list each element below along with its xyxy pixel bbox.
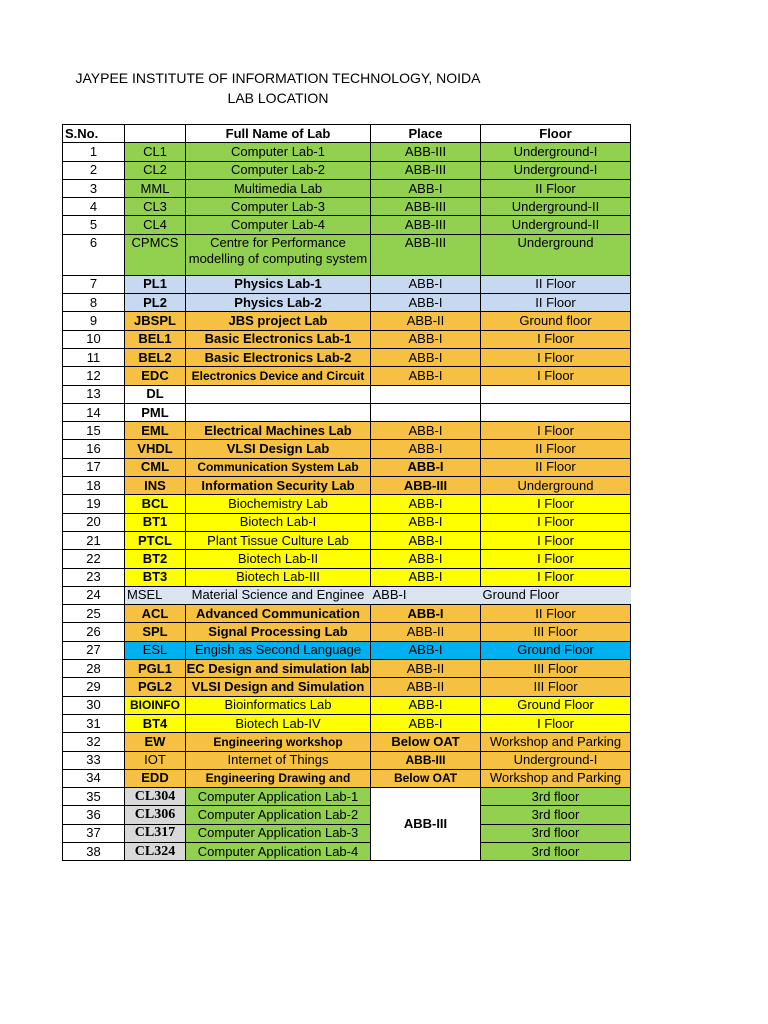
table-row xyxy=(63,330,631,348)
floor-cell: Workshop and Parking xyxy=(481,733,631,751)
table-row xyxy=(63,348,631,366)
floor-cell: I Floor xyxy=(481,531,631,549)
place-cell: ABB-I xyxy=(371,275,481,293)
floor-cell: Underground-I xyxy=(481,161,631,179)
lab-name-cell: Electronics Device and Circuit xyxy=(186,367,371,385)
place-cell: ABB-I xyxy=(371,586,481,604)
lab-name-cell: Engish as Second Language xyxy=(186,641,371,659)
floor-cell: I Floor xyxy=(481,568,631,586)
place-cell: ABB-I xyxy=(371,422,481,440)
place-cell: ABB-I xyxy=(371,179,481,197)
lab-name-cell: VLSI Design and Simulation xyxy=(186,678,371,696)
table-row xyxy=(63,403,631,421)
sno-cell: 34 xyxy=(63,769,125,787)
place-cell: ABB-I xyxy=(371,531,481,549)
document-subtitle: LAB LOCATION xyxy=(227,90,329,106)
lab-location-table xyxy=(62,124,631,861)
floor-cell: I Floor xyxy=(481,367,631,385)
floor-cell: II Floor xyxy=(481,440,631,458)
floor-cell: III Floor xyxy=(481,623,631,641)
table-row xyxy=(63,161,631,179)
lab-name-cell: Material Science and Enginee xyxy=(186,586,371,604)
lab-code-cell: PML xyxy=(125,403,186,421)
sno-cell: 27 xyxy=(63,641,125,659)
lab-name-cell: Biotech Lab-III xyxy=(186,568,371,586)
sno-cell: 35 xyxy=(63,788,125,806)
lab-name-cell: Biotech Lab-I xyxy=(186,513,371,531)
lab-code-cell: INS xyxy=(125,477,186,495)
floor-cell: I Floor xyxy=(481,714,631,732)
sno-cell: 33 xyxy=(63,751,125,769)
sno-cell: 13 xyxy=(63,385,125,403)
lab-name-cell: Computer Application Lab-1 xyxy=(186,788,371,806)
institute-title: JAYPEE INSTITUTE OF INFORMATION TECHNOLOGY, NOIDA xyxy=(75,70,481,86)
table-row xyxy=(63,294,631,312)
header-sno: S.No. xyxy=(63,125,125,143)
header-place: Place xyxy=(371,125,481,143)
lab-code-cell: IOT xyxy=(125,751,186,769)
table-row xyxy=(63,605,631,623)
table-row xyxy=(63,495,631,513)
sno-cell: 19 xyxy=(63,495,125,513)
place-cell: ABB-I xyxy=(371,550,481,568)
place-cell: ABB-III xyxy=(371,788,481,861)
floor-cell: Ground floor xyxy=(481,312,631,330)
lab-code-cell: EW xyxy=(125,733,186,751)
lab-name-cell: Engineering workshop xyxy=(186,733,371,751)
table-row xyxy=(63,806,631,824)
lab-name-cell: Engineering Drawing and xyxy=(186,769,371,787)
lab-code-cell: PL2 xyxy=(125,294,186,312)
lab-name-cell: Electrical Machines Lab xyxy=(186,422,371,440)
table-row xyxy=(63,143,631,161)
lab-name-cell: Computer Lab-4 xyxy=(186,216,371,234)
floor-cell: 3rd floor xyxy=(481,842,631,860)
sno-cell: 29 xyxy=(63,678,125,696)
place-cell: ABB-III xyxy=(371,161,481,179)
lab-code-cell: PTCL xyxy=(125,531,186,549)
place-cell xyxy=(371,403,481,421)
lab-code-cell: CL1 xyxy=(125,143,186,161)
lab-name-cell: Computer Application Lab-2 xyxy=(186,806,371,824)
lab-name-cell: Biotech Lab-IV xyxy=(186,714,371,732)
lab-code-cell: EDC xyxy=(125,367,186,385)
lab-name-cell: Biochemistry Lab xyxy=(186,495,371,513)
lab-name-cell: Computer Lab-2 xyxy=(186,161,371,179)
lab-code-cell: PGL2 xyxy=(125,678,186,696)
sno-cell: 22 xyxy=(63,550,125,568)
lab-name-cell: Computer Application Lab-3 xyxy=(186,824,371,842)
sno-cell: 30 xyxy=(63,696,125,714)
floor-cell: 3rd floor xyxy=(481,824,631,842)
table-row xyxy=(63,568,631,586)
sno-cell: 10 xyxy=(63,330,125,348)
place-cell: ABB-I xyxy=(371,348,481,366)
place-cell: ABB-II xyxy=(371,623,481,641)
lab-name-cell: Centre for Performance modelling of computing system xyxy=(186,234,371,275)
place-cell: ABB-II xyxy=(371,678,481,696)
lab-code-cell: CL3 xyxy=(125,198,186,216)
sno-cell: 36 xyxy=(63,806,125,824)
floor-cell: I Floor xyxy=(481,422,631,440)
floor-cell: II Floor xyxy=(481,179,631,197)
floor-cell: Workshop and Parking xyxy=(481,769,631,787)
floor-cell: Underground xyxy=(481,234,631,275)
table-row xyxy=(63,275,631,293)
lab-name-cell: Basic Electronics Lab-1 xyxy=(186,330,371,348)
sno-cell: 4 xyxy=(63,198,125,216)
sno-cell: 2 xyxy=(63,161,125,179)
sno-cell: 32 xyxy=(63,733,125,751)
place-cell: ABB-III xyxy=(371,751,481,769)
floor-cell xyxy=(481,403,631,421)
place-cell: ABB-I xyxy=(371,605,481,623)
sno-cell: 16 xyxy=(63,440,125,458)
lab-code-cell: DL xyxy=(125,385,186,403)
header-full-name: Full Name of Lab xyxy=(186,125,371,143)
table-row xyxy=(63,660,631,678)
place-cell: Below OAT xyxy=(371,733,481,751)
lab-code-cell: ACL xyxy=(125,605,186,623)
floor-cell: II Floor xyxy=(481,458,631,476)
floor-cell: I Floor xyxy=(481,513,631,531)
floor-cell: Ground Floor xyxy=(481,641,631,659)
floor-cell: III Floor xyxy=(481,660,631,678)
lab-name-cell: Advanced Communication xyxy=(186,605,371,623)
floor-cell: II Floor xyxy=(481,605,631,623)
floor-cell: 3rd floor xyxy=(481,806,631,824)
place-cell: ABB-I xyxy=(371,641,481,659)
lab-code-cell: EDD xyxy=(125,769,186,787)
header-row xyxy=(63,125,631,143)
table-row xyxy=(63,513,631,531)
lab-code-cell: MML xyxy=(125,179,186,197)
floor-cell xyxy=(481,385,631,403)
lab-code-cell: BT1 xyxy=(125,513,186,531)
table-row xyxy=(63,641,631,659)
place-cell: ABB-III xyxy=(371,198,481,216)
table-row xyxy=(63,234,631,275)
sno-cell: 6 xyxy=(63,234,125,275)
table-row xyxy=(63,477,631,495)
lab-code-cell: BCL xyxy=(125,495,186,513)
sno-cell: 38 xyxy=(63,842,125,860)
lab-name-cell: Bioinformatics Lab xyxy=(186,696,371,714)
place-cell: ABB-III xyxy=(371,477,481,495)
sno-cell: 23 xyxy=(63,568,125,586)
lab-code-cell: PL1 xyxy=(125,275,186,293)
header-floor: Floor xyxy=(481,125,631,143)
floor-cell: Underground-II xyxy=(481,198,631,216)
sno-cell: 8 xyxy=(63,294,125,312)
place-cell: Below OAT xyxy=(371,769,481,787)
place-cell xyxy=(371,385,481,403)
floor-cell: Ground Floor xyxy=(481,586,631,604)
lab-name-cell: Internet of Things xyxy=(186,751,371,769)
floor-cell: I Floor xyxy=(481,550,631,568)
floor-cell: II Floor xyxy=(481,294,631,312)
table-row xyxy=(63,842,631,860)
floor-cell: Underground xyxy=(481,477,631,495)
floor-cell: 3rd floor xyxy=(481,788,631,806)
place-cell: ABB-I xyxy=(371,330,481,348)
lab-code-cell: EML xyxy=(125,422,186,440)
lab-name-cell: JBS project Lab xyxy=(186,312,371,330)
sno-cell: 24 xyxy=(63,586,125,604)
floor-cell: I Floor xyxy=(481,495,631,513)
lab-name-cell xyxy=(186,385,371,403)
table-row xyxy=(63,440,631,458)
place-cell: ABB-III xyxy=(371,143,481,161)
table-row xyxy=(63,824,631,842)
lab-name-cell: Physics Lab-1 xyxy=(186,275,371,293)
floor-cell: Underground-I xyxy=(481,751,631,769)
lab-code-cell: BT4 xyxy=(125,714,186,732)
lab-code-cell: BT2 xyxy=(125,550,186,568)
lab-code-cell: CL2 xyxy=(125,161,186,179)
table-row xyxy=(63,531,631,549)
table-row xyxy=(63,586,631,604)
sno-cell: 11 xyxy=(63,348,125,366)
sno-cell: 5 xyxy=(63,216,125,234)
lab-code-cell: CL4 xyxy=(125,216,186,234)
lab-code-cell: BT3 xyxy=(125,568,186,586)
place-cell: ABB-III xyxy=(371,216,481,234)
floor-cell: III Floor xyxy=(481,678,631,696)
floor-cell: I Floor xyxy=(481,348,631,366)
lab-name-cell: Plant Tissue Culture Lab xyxy=(186,531,371,549)
place-cell: ABB-I xyxy=(371,696,481,714)
place-cell: ABB-II xyxy=(371,660,481,678)
sno-cell: 9 xyxy=(63,312,125,330)
sno-cell: 28 xyxy=(63,660,125,678)
lab-code-cell: CML xyxy=(125,458,186,476)
place-cell: ABB-II xyxy=(371,312,481,330)
lab-code-cell: JBSPL xyxy=(125,312,186,330)
place-cell: ABB-I xyxy=(371,495,481,513)
place-cell: ABB-I xyxy=(371,367,481,385)
place-cell: ABB-I xyxy=(371,714,481,732)
lab-code-cell: CL304 xyxy=(125,788,186,806)
lab-name-cell: Computer Lab-3 xyxy=(186,198,371,216)
lab-name-cell: Communication System Lab xyxy=(186,458,371,476)
table-row xyxy=(63,769,631,787)
table-row xyxy=(63,179,631,197)
lab-name-cell: VLSI Design Lab xyxy=(186,440,371,458)
floor-cell: II Floor xyxy=(481,275,631,293)
sno-cell: 12 xyxy=(63,367,125,385)
table-row xyxy=(63,751,631,769)
lab-name-cell: Computer Application Lab-4 xyxy=(186,842,371,860)
sno-cell: 14 xyxy=(63,403,125,421)
sno-cell: 26 xyxy=(63,623,125,641)
table-row xyxy=(63,733,631,751)
lab-code-cell: ESL xyxy=(125,641,186,659)
lab-code-cell: MSEL xyxy=(125,586,186,604)
sno-cell: 18 xyxy=(63,477,125,495)
table-row xyxy=(63,312,631,330)
sno-cell: 7 xyxy=(63,275,125,293)
lab-name-cell: Multimedia Lab xyxy=(186,179,371,197)
place-cell: ABB-I xyxy=(371,568,481,586)
sno-cell: 37 xyxy=(63,824,125,842)
lab-code-cell: CL306 xyxy=(125,806,186,824)
lab-name-cell: Biotech Lab-II xyxy=(186,550,371,568)
lab-code-cell: CL317 xyxy=(125,824,186,842)
place-cell: ABB-I xyxy=(371,294,481,312)
table-row xyxy=(63,714,631,732)
lab-name-cell xyxy=(186,403,371,421)
sno-cell: 15 xyxy=(63,422,125,440)
sno-cell: 21 xyxy=(63,531,125,549)
header-code xyxy=(125,125,186,143)
sno-cell: 25 xyxy=(63,605,125,623)
sno-cell: 31 xyxy=(63,714,125,732)
place-cell: ABB-I xyxy=(371,458,481,476)
floor-cell: Underground-II xyxy=(481,216,631,234)
table-row xyxy=(63,198,631,216)
floor-cell: I Floor xyxy=(481,330,631,348)
floor-cell: Ground Floor xyxy=(481,696,631,714)
table-row xyxy=(63,550,631,568)
lab-code-cell: VHDL xyxy=(125,440,186,458)
table-row xyxy=(63,623,631,641)
lab-name-cell: Computer Lab-1 xyxy=(186,143,371,161)
lab-name-cell: EC Design and simulation lab xyxy=(186,660,371,678)
table-row xyxy=(63,216,631,234)
place-cell: ABB-III xyxy=(371,234,481,275)
table-row xyxy=(63,696,631,714)
lab-code-cell: BIOINFO xyxy=(125,696,186,714)
table-row xyxy=(63,458,631,476)
sno-cell: 3 xyxy=(63,179,125,197)
table-row xyxy=(63,367,631,385)
table-row xyxy=(63,385,631,403)
lab-code-cell: PGL1 xyxy=(125,660,186,678)
sno-cell: 1 xyxy=(63,143,125,161)
sno-cell: 17 xyxy=(63,458,125,476)
lab-name-cell: Information Security Lab xyxy=(186,477,371,495)
floor-cell: Underground-I xyxy=(481,143,631,161)
table-row xyxy=(63,422,631,440)
lab-code-cell: SPL xyxy=(125,623,186,641)
lab-code-cell: CPMCS xyxy=(125,234,186,275)
place-cell: ABB-I xyxy=(371,513,481,531)
table-row xyxy=(63,678,631,696)
lab-name-cell: Signal Processing Lab xyxy=(186,623,371,641)
lab-code-cell: CL324 xyxy=(125,842,186,860)
lab-name-cell: Basic Electronics Lab-2 xyxy=(186,348,371,366)
table-row xyxy=(63,788,631,806)
lab-code-cell: BEL2 xyxy=(125,348,186,366)
lab-code-cell: BEL1 xyxy=(125,330,186,348)
sno-cell: 20 xyxy=(63,513,125,531)
place-cell: ABB-I xyxy=(371,440,481,458)
lab-name-cell: Physics Lab-2 xyxy=(186,294,371,312)
